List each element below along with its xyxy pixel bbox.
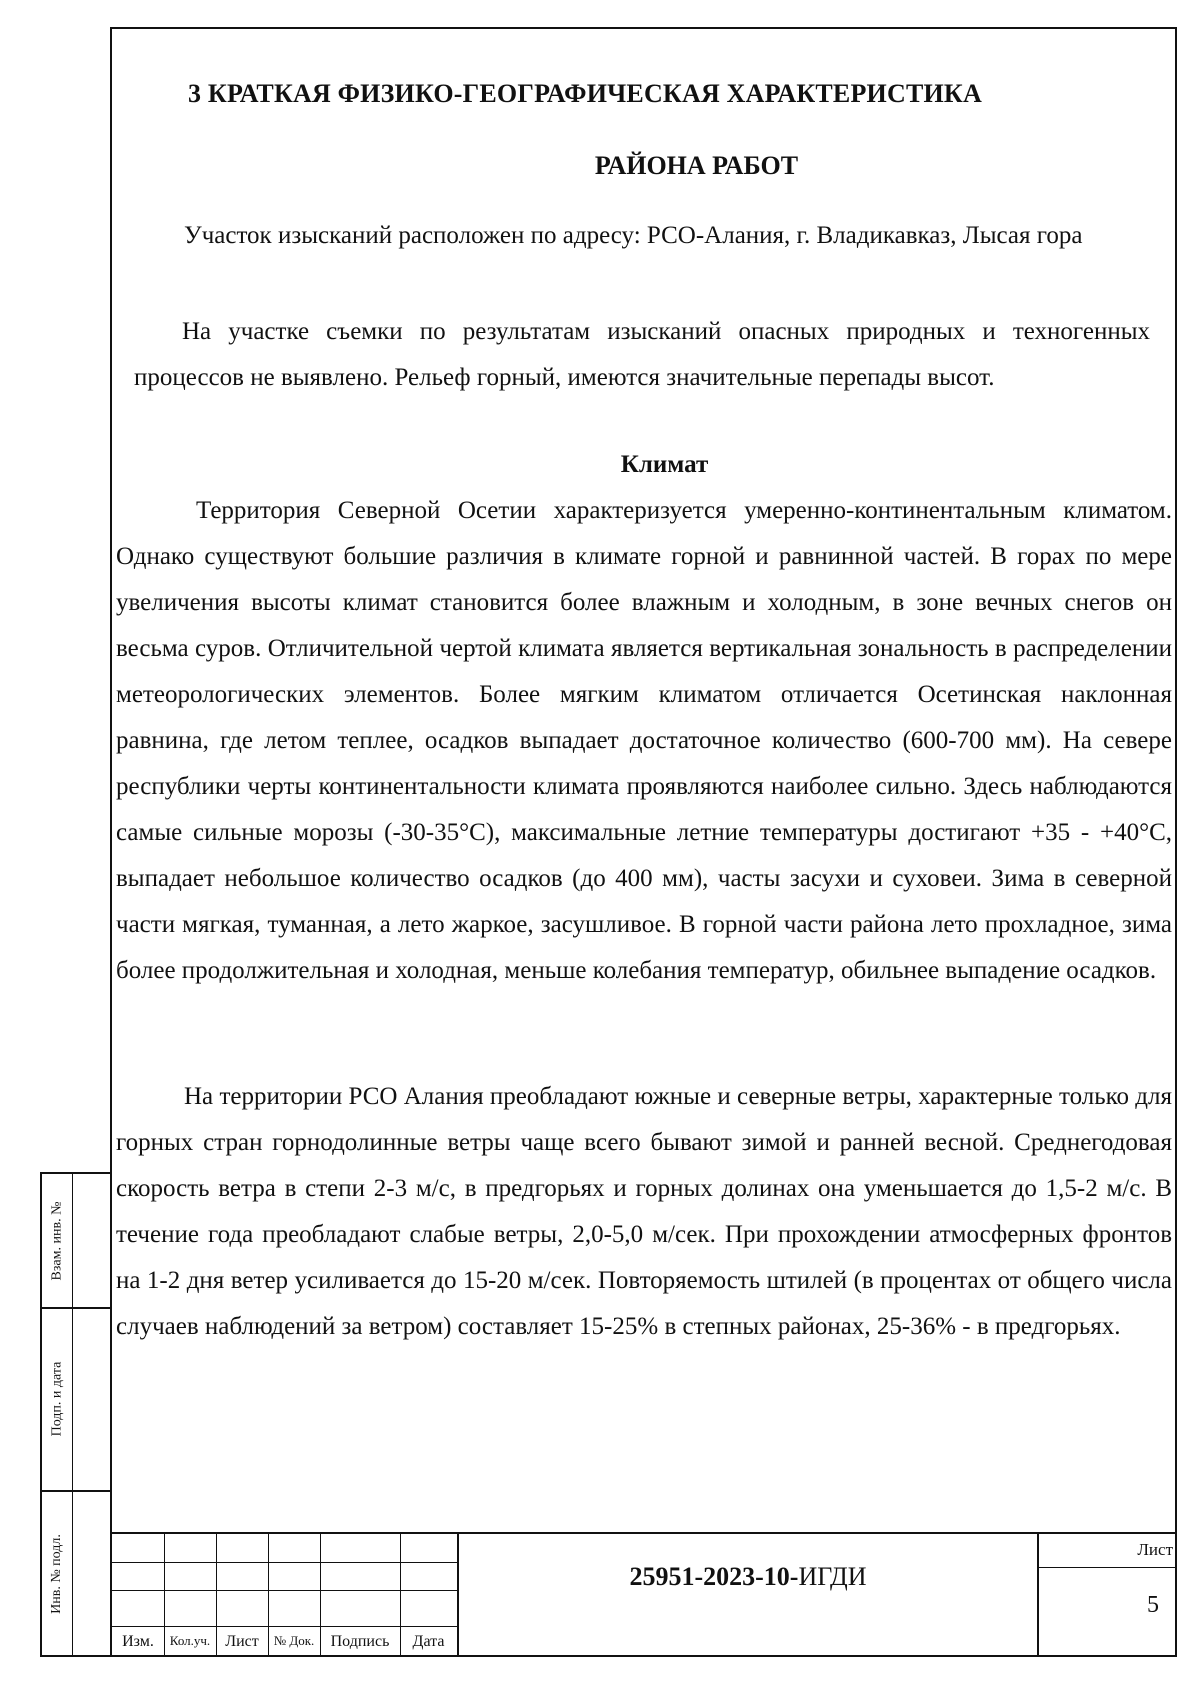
revision-table — [112, 1534, 457, 1655]
paragraph-climate: Территория Северной Осетии характеризуется умеренно-континентальным климатом. Однако существуют большие различия в климате горной и равнинной частей. В горах по мере увеличения высоты климат становится более влажным и холодным, в зоне вечных снегов он весьма суров. Отличительной чертой климата является вертикальная зональность в распределении метеорологических элементов. Более мягким климатом отличается Осетинская наклонная равнина, где летом теплее, осадков выпадает достаточное количество (600-700 мм). На севере республики черты континентальности климата проявляются наиболее сильно. Здесь наблюдаются самые сильные морозы (-30-35°С), максимальные летние температуры достигают +35 - +40°С, выпадает небольшое количество осадков (до 400 мм), часты засухи и суховеи. Зима в северной части мягкая, туманная, а лето жаркое, засушливое. В горной части района лето прохладное, зима более продолжительная и холодная, меньше колебания температур, обильнее выпадение осадков. — [116, 497, 1172, 984]
side-label-podp: Подп. и дата — [49, 1361, 65, 1436]
paragraph-winds: На территории РСО Алания преобладают южные и северные ветры, характерные только для горных стран горнодолинные ветры чаще всего бывают зимой и ранней весной. Среднегодовая скорость ветра в степи 2-3 м/с, в предгорьях и горных долинах она уменьшается до 1,5-2 м/с. В течение года преобладают слабые ветры, 2,0-5,0 м/сек. При прохождении атмосферных фронтов на 1-2 дня ветер усиливается до 15-20 м/сек. Повторяемость штилей (в процентах от общего числа случаев наблюдений за ветром) составляет 15-25% в степных районах, 25-36% - в предгорьях. — [116, 1083, 1172, 1340]
subheading-climate: Климат — [620, 451, 709, 478]
col-izm: Изм. — [122, 1633, 154, 1650]
document-code: 25951-2023-10-ИГДИ — [629, 1562, 867, 1591]
section-heading: 3 КРАТКАЯ ФИЗИКО-ГЕОГРАФИЧЕСКАЯ ХАРАКТЕРИСТИКА — [188, 79, 982, 108]
col-data: Дата — [412, 1633, 445, 1650]
paragraph-hazards: На участке съемки по результатам изысканий опасных природных и техногенных процессов не выявлено. Рельеф горный, имеются значительные перепады высот. — [134, 318, 1150, 391]
side-stamp-strip — [40, 1172, 112, 1657]
section-heading-line2: РАЙОНА РАБОТ — [594, 151, 799, 180]
col-podpis: Подпись — [330, 1633, 390, 1650]
col-doc-no: № Док. — [273, 1633, 315, 1648]
sheet-number: 5 — [1147, 1592, 1159, 1618]
title-block — [112, 1532, 1175, 1655]
paragraph-address: Участок изысканий расположен по адресу: РСО-Алания, г. Владикавказ, Лысая гора — [184, 222, 1083, 249]
col-kol-uch: Кол.уч. — [169, 1633, 211, 1648]
side-label-inv: Инв. № подл. — [49, 1533, 64, 1614]
sheet-label: Лист — [1137, 1540, 1173, 1559]
col-list: Лист — [225, 1633, 259, 1650]
side-label-vzam: Взам. инв. № — [49, 1201, 64, 1280]
